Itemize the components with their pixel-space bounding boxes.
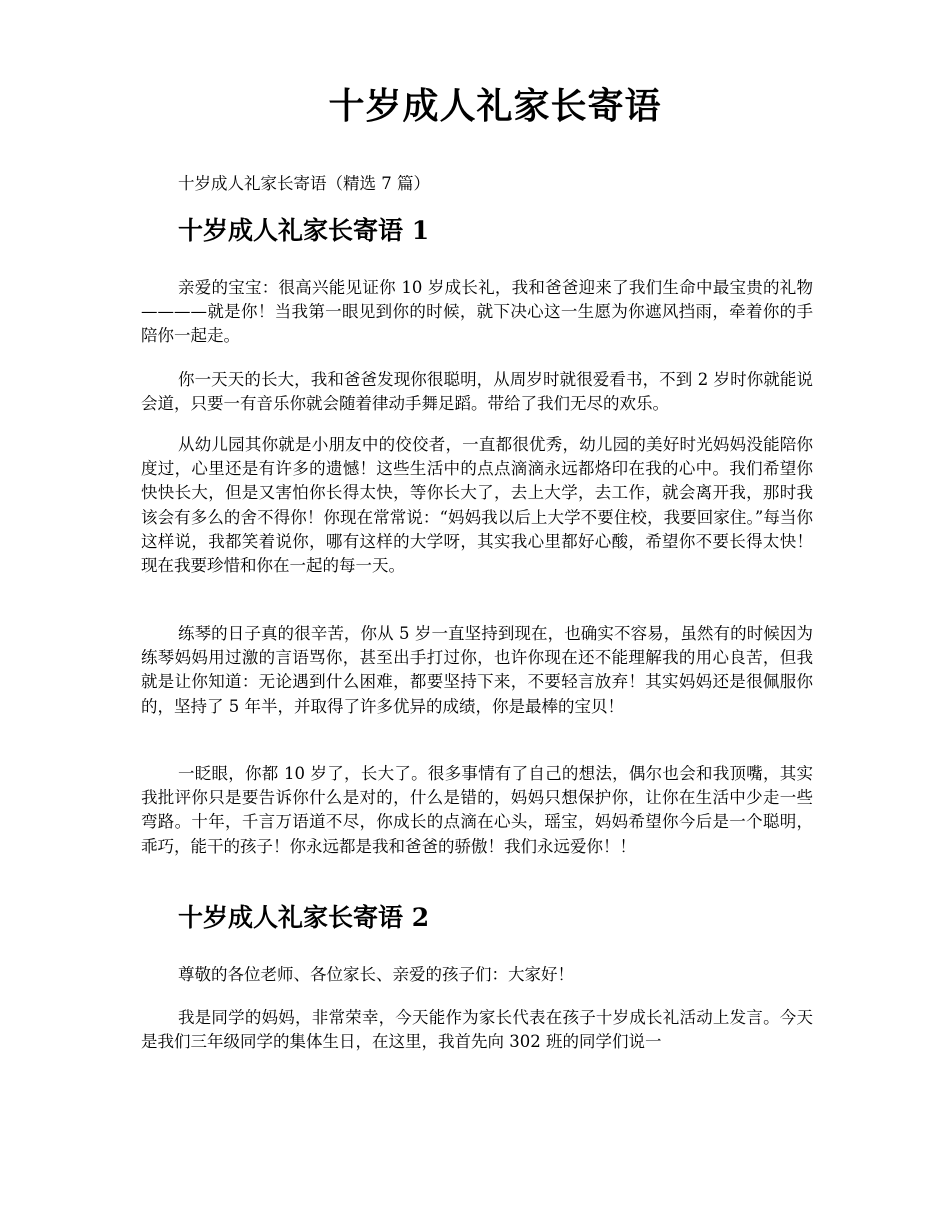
section-heading-1: 十岁成人礼家长寄语 1	[178, 216, 430, 245]
paragraph: 亲爱的宝宝：很高兴能见证你 10 岁成长礼，我和爸爸迎来了我们生命中最宝贵的礼物————就是你！当我第一眼见到你的时候，就下决心这一生愿为你遮风挡雨，牵着你的手陪你一起走。	[141, 278, 813, 346]
paragraph: 一眨眼，你都 10 岁了，长大了。很多事情有了自己的想法，偶尔也会和我顶嘴，其实我批评你只是要告诉你什么是对的，什么是错的，妈妈只想保护你，让你在生活中少走一些弯路。十年，千言万语道不尽，你成长的点滴在心头，瑶宝，妈妈希望你今后是一个聪明，乖巧，能干的孩子！你永远都是我和爸爸的骄傲！我们永远爱你！！	[141, 764, 813, 856]
document-subtitle: 十岁成人礼家长寄语（精选 7 篇）	[178, 174, 430, 193]
paragraph: 我是同学的妈妈，非常荣幸，今天能作为家长代表在孩子十岁成长礼活动上发言。今天是我们三年级同学的集体生日，在这里，我首先向 302 班的同学们说一	[141, 1008, 813, 1052]
paragraph: 从幼儿园其你就是小朋友中的佼佼者，一直都很优秀，幼儿园的美好时光妈妈没能陪你度过，心里还是有许多的遗憾！这些生活中的点点滴滴永远都烙印在我的心中。我们希望你快快长大，但是又害怕你长得太快，等你长大了，去上大学，去工作，就会离开我，那时我该会有多么的舍不得你！你现在常常说：“妈妈我以后上大学不要住校，我要回家住。”每当你这样说，我都笑着说你，哪有这样的大学呀，其实我心里都好心酸，希望你不要长得太快！现在我要珍惜和你在一起的每一天。	[141, 435, 813, 576]
paragraph: 你一天天的长大，我和爸爸发现你很聪明，从周岁时就很爱看书，不到 2 岁时你就能说会道，只要一有音乐你就会随着律动手舞足蹈。带给了我们无尽的欢乐。	[141, 370, 813, 414]
document-title: 十岁成人礼家长寄语	[328, 85, 662, 127]
paragraph: 尊敬的各位老师、各位家长、亲爱的孩子们：大家好！	[178, 965, 574, 984]
paragraph: 练琴的日子真的很辛苦，你从 5 岁一直坚持到现在，也确实不容易，虽然有的时候因为练琴妈妈用过激的言语骂你，甚至出手打过你，也许你现在还不能理解我的用心良苦，但我就是让你知道：无论遇到什么困难，都要坚持下来，不要轻言放弃！其实妈妈还是很佩服你的，坚持了 5 年半，并取得了许多优异的成绩，你是最棒的宝贝！	[141, 624, 813, 716]
section-heading-2: 十岁成人礼家长寄语 2	[178, 903, 430, 932]
